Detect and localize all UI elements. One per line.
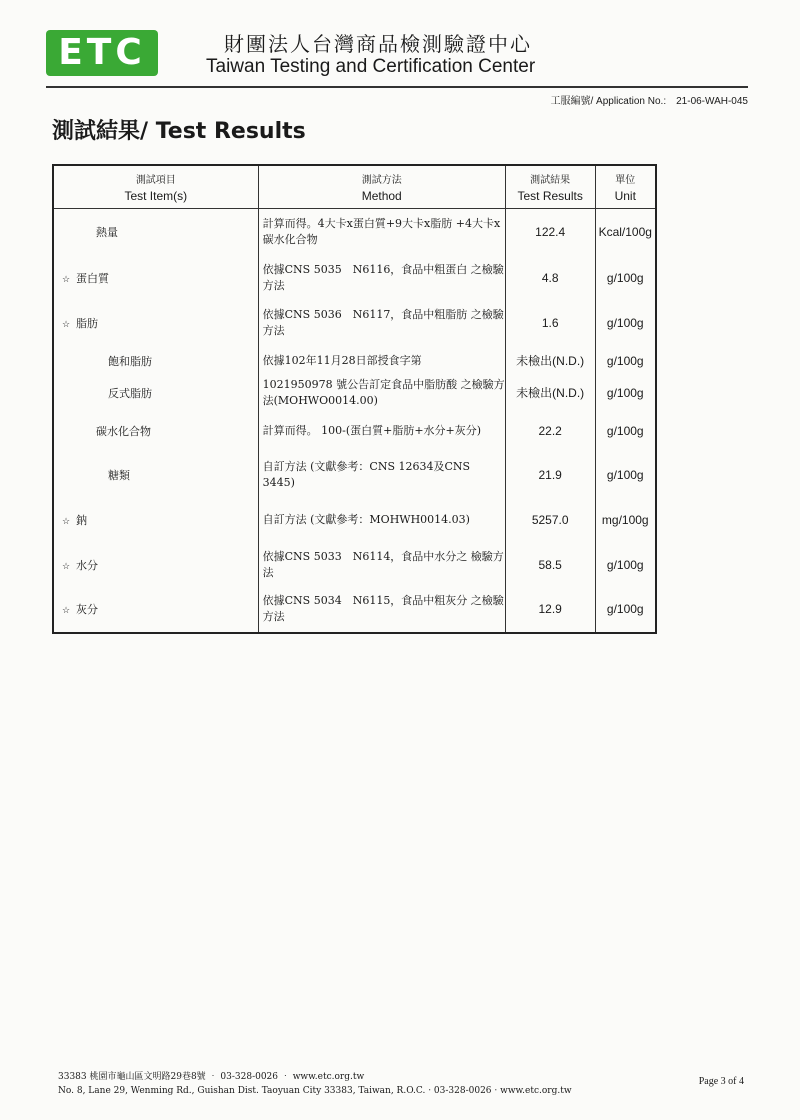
- test-item-cell: [53, 409, 258, 453]
- table-row: [53, 209, 656, 255]
- star-icon: ☆: [62, 516, 71, 527]
- unit-cell: g/100g: [595, 587, 656, 633]
- test-item-cell: [53, 345, 258, 377]
- test-item-cell: [53, 255, 258, 301]
- result-cell: 21.9: [505, 453, 595, 497]
- method-cell: 計算而得。 100-(蛋白質+脂肪+水分+灰分): [258, 409, 505, 453]
- test-item-cell: [53, 587, 258, 633]
- table-row: [53, 377, 656, 409]
- unit-cell: Kcal/100g: [595, 209, 656, 255]
- method-cell: 自訂方法 (文獻參考：MOHWH0014.03): [258, 497, 505, 543]
- star-icon: ☆: [62, 319, 71, 330]
- etc-logo: ETC: [46, 30, 158, 76]
- test-item-cell: [53, 209, 258, 255]
- result-cell: 5257.0: [505, 497, 595, 543]
- method-cell: 依據CNS 5034 N6115，食品中粗灰分 之檢驗方法: [258, 587, 505, 633]
- table-row: [53, 255, 656, 301]
- result-cell: 12.9: [505, 587, 595, 633]
- org-name-zh: 財團法人台灣商品檢測驗證中心: [224, 32, 532, 56]
- result-cell: 未檢出(N.D.): [505, 345, 595, 377]
- test-item-cell: [53, 543, 258, 587]
- footer-line-en: No. 8, Lane 29, Wenming Rd., Guishan Dist. Taoyuan City 33383, Taiwan, R.O.C. ‧ 03-328-0026 ‧ www.etc.org.tw: [58, 1086, 572, 1096]
- table-row: [53, 497, 656, 543]
- col-header-method: 測試方法 Method: [258, 165, 505, 209]
- unit-cell: g/100g: [595, 345, 656, 377]
- table-row: [53, 301, 656, 345]
- test-item-name: 糖類: [108, 468, 130, 482]
- unit-cell: g/100g: [595, 543, 656, 587]
- unit-cell: g/100g: [595, 301, 656, 345]
- test-item-name: 水分: [76, 558, 98, 572]
- test-item-cell: [53, 497, 258, 543]
- test-item-name: 蛋白質: [76, 271, 109, 285]
- method-cell: 依據102年11月28日部授食字第: [258, 345, 505, 377]
- unit-cell: g/100g: [595, 453, 656, 497]
- method-cell: 計算而得。4大卡x蛋白質+9大卡x脂肪 +4大卡x碳水化合物: [258, 209, 505, 255]
- application-value: 21-06-WAH-045: [676, 96, 748, 107]
- test-item-name: 脂肪: [76, 316, 98, 330]
- method-cell: 自訂方法 (文獻參考：CNS 12634及CNS 3445): [258, 453, 505, 497]
- unit-cell: g/100g: [595, 409, 656, 453]
- table-row: [53, 453, 656, 497]
- method-cell: 依據CNS 5033 N6114，食品中水分之 檢驗方法: [258, 543, 505, 587]
- col-header-result: 測試結果 Test Results: [505, 165, 595, 209]
- star-icon: ☆: [62, 606, 71, 616]
- test-item-name: 熱量: [96, 225, 118, 239]
- table-row: [53, 409, 656, 453]
- test-item-cell: [53, 301, 258, 345]
- result-cell: 4.8: [505, 255, 595, 301]
- table-row: [53, 345, 656, 377]
- result-cell: 1.6: [505, 301, 595, 345]
- header-rule: [46, 86, 748, 88]
- table-row: [53, 543, 656, 587]
- result-cell: 122.4: [505, 209, 595, 255]
- test-item-name: 飽和脂肪: [108, 354, 152, 368]
- result-cell: 未檢出(N.D.): [505, 377, 595, 409]
- method-cell: 依據CNS 5036 N6117，食品中粗脂肪 之檢驗方法: [258, 301, 505, 345]
- org-name-en: Taiwan Testing and Certification Center: [206, 56, 536, 77]
- application-number: [551, 92, 749, 107]
- unit-cell: g/100g: [595, 377, 656, 409]
- method-cell: 依據CNS 5035 N6116，食品中粗蛋白 之檢驗方法: [258, 255, 505, 301]
- test-item-name: 碳水化合物: [96, 424, 151, 438]
- unit-cell: g/100g: [595, 255, 656, 301]
- col-header-unit: 單位 Unit: [595, 165, 656, 209]
- results-table: [52, 164, 657, 634]
- col-header-item: 測試項目 Test Item(s): [53, 165, 258, 209]
- star-icon: ☆: [62, 274, 71, 285]
- result-cell: 58.5: [505, 543, 595, 587]
- table-header-row: [53, 165, 656, 209]
- table-row: [53, 587, 656, 633]
- test-item-name: 鈉: [76, 513, 87, 527]
- test-item-name: 灰分: [76, 603, 98, 616]
- result-cell: 22.2: [505, 409, 595, 453]
- page-number: Page 3 of 4: [698, 1076, 744, 1087]
- footer-address: [58, 1070, 572, 1098]
- method-cell: 1021950978 號公告訂定食品中脂肪酸 之檢驗方法(MOHWO0014.00): [258, 377, 505, 409]
- page-title: 測試結果/ Test Results: [52, 119, 306, 144]
- test-item-cell: [53, 377, 258, 409]
- test-item-name: 反式脂肪: [108, 386, 152, 400]
- unit-cell: mg/100g: [595, 497, 656, 543]
- footer-line-zh: 33383 桃園市龜山區文明路29巷8號 ‧ 03-328-0026 ‧ www.etc.org.tw: [58, 1072, 365, 1082]
- test-item-cell: [53, 453, 258, 497]
- application-label: 工服編號/ Application No.:: [550, 96, 667, 107]
- star-icon: ☆: [62, 561, 71, 572]
